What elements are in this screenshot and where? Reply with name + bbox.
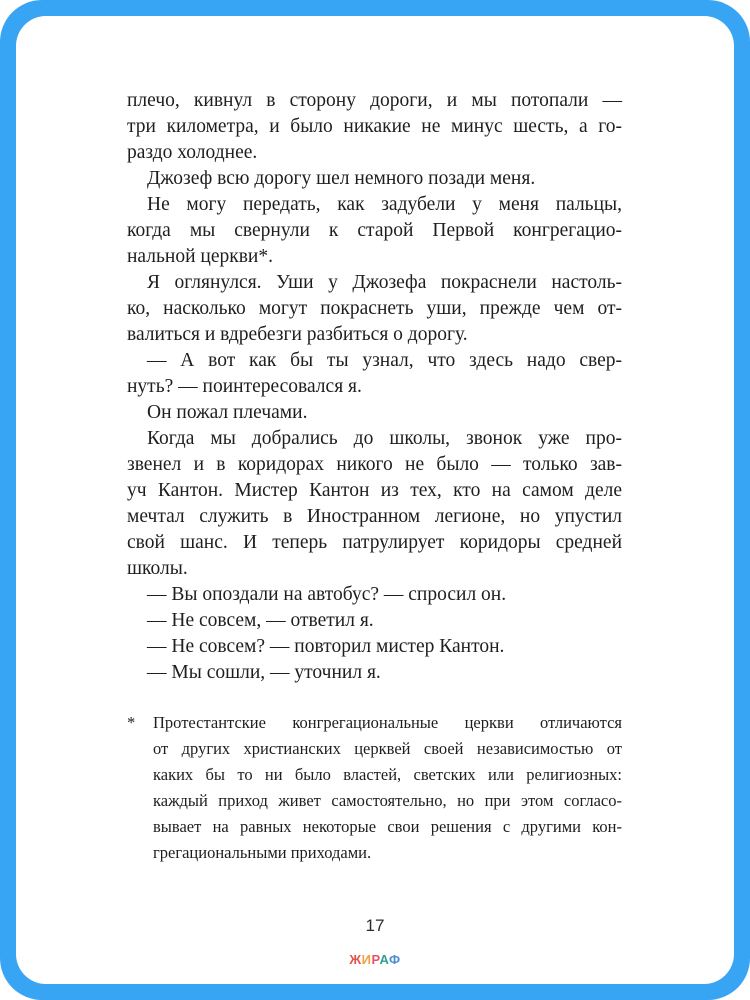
text-line: когда мы свернули к старой Первой конгрегацио- [127,220,622,241]
footnote [127,710,622,866]
text-line: звенел и в коридорах никого не было — только зав- [127,454,622,475]
text-line: — Вы опоздали на автобус? — спросил он. [147,584,507,605]
text-line: валиться и вдребезги разбиться о дорогу. [127,324,468,345]
text-line: Не могу передать, как задубели у меня пальцы, [147,194,622,215]
text-line: нальной церкви*. [127,246,273,267]
footnote-line: Протестантские конгрегациональные церкви отличаются [153,713,622,732]
text-line: ко, насколько могут покраснеть уши, прежде чем от- [127,298,622,319]
text-line: свой шанс. И теперь патрулирует коридоры средней [127,532,622,553]
book-page [16,16,734,984]
text-line: Когда мы добрались до школы, звонок уже про- [147,428,622,449]
logo-letter: И [361,952,372,967]
logo-letter: А [379,952,390,967]
page-text [127,88,622,686]
text-line: — Не совсем? — повторил мистер Кантон. [147,636,505,657]
text-line: три километра, и было никакие не минус шесть, а го- [127,116,622,137]
logo-letter: Ж [349,952,362,967]
text-line: плечо, кивнул в сторону дороги, и мы потопали — [127,90,622,111]
text-line: — Не совсем, — ответил я. [147,610,374,631]
footnote-line: вывает на равных некоторые свои решения с другими кон- [153,817,622,836]
text-line: нуть? — поинтересовался я. [127,376,362,397]
logo-letter: Ф [389,952,401,967]
text-line: Джозеф всю дорогу шел немного позади меня. [147,168,536,189]
text-line: — Мы сошли, — уточнил я. [147,662,381,683]
text-line: Я оглянулся. Уши у Джозефа покраснели настоль- [147,272,622,293]
text-line: мечтал служить в Иностранном легионе, но упустил [127,506,622,527]
text-line: уч Кантон. Мистер Кантон из тех, кто на самом деле [127,480,622,501]
text-line: — А вот как бы ты узнал, что здесь надо свер- [147,350,622,371]
publisher-logo [16,952,734,967]
text-line: школы. [127,558,188,579]
footnote-line: от других христианских церквей своей независимостью от [153,739,622,758]
footnote-text [153,710,622,866]
page-number: 17 [365,916,385,935]
footnote-marker: * [127,713,136,732]
text-line: Он пожал плечами. [147,402,308,423]
footnote-line: грегациональными приходами. [153,843,372,862]
footnote-line: каждый приход живет самостоятельно, но при этом согласо- [153,791,622,810]
logo-letter: Р [371,952,380,967]
text-line: раздо холоднее. [127,142,258,163]
footnote-line: каких бы то ни было властей, светских или религиозных: [153,765,622,784]
